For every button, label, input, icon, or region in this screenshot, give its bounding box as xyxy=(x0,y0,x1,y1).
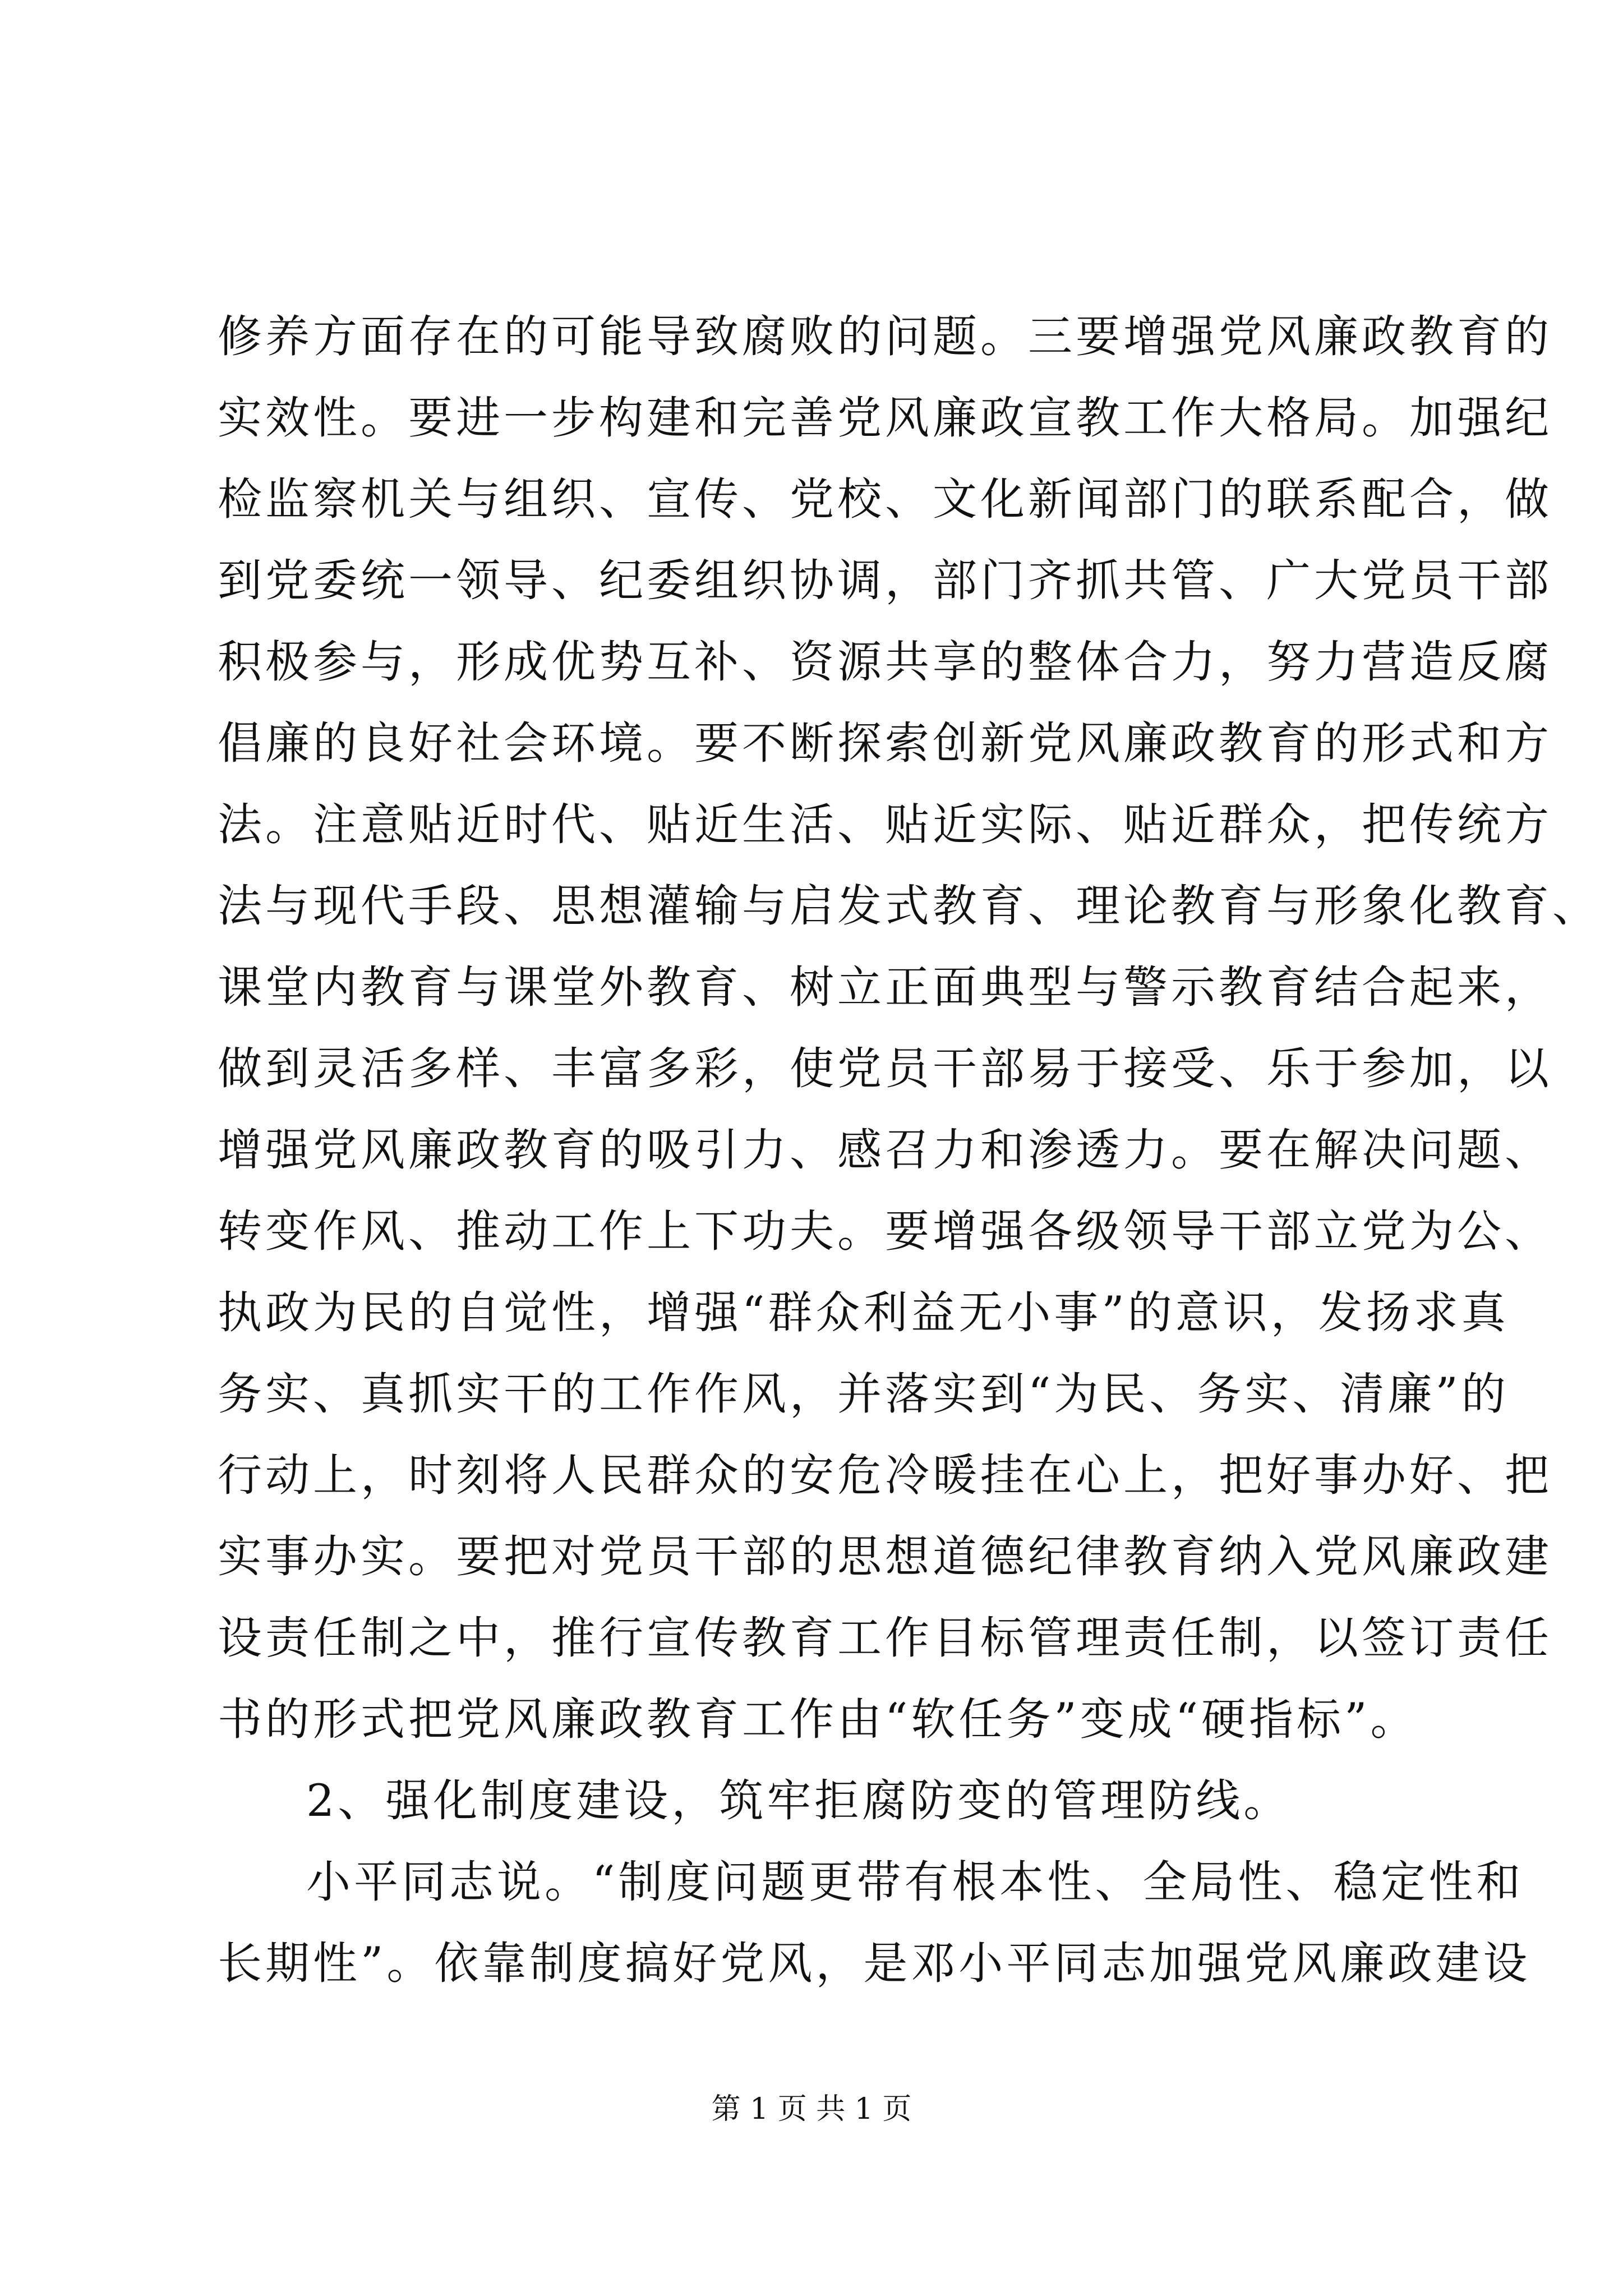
text-line: 转变作风、推动工作上下功夫。要增强各级领导干部立党为公、 xyxy=(218,1205,1552,1257)
page-footer: 第 1 页 共 1 页 xyxy=(711,2092,912,2126)
text-line: 到党委统一领导、纪委组织协调，部门齐抓共管、广大党员干部 xyxy=(218,555,1552,606)
text-line: 行动上，时刻将人民群众的安危冷暖挂在心上，把好事办好、把 xyxy=(218,1450,1552,1501)
text-line: 修养方面存在的可能导致腐败的问题。三要增强党风廉政教育的 xyxy=(218,311,1552,362)
text-line: 执政为民的自觉性，增强“群众利益无小事”的意识，发扬求真 xyxy=(218,1287,1509,1338)
body-text xyxy=(218,296,1600,2004)
text-line: 法与现代手段、思想灌输与启发式教育、理论教育与形象化教育、 xyxy=(218,880,1600,932)
text-line: 倡廉的良好社会环境。要不断探索创新党风廉政教育的形式和方 xyxy=(218,717,1552,769)
text-line: 检监察机关与组织、宣传、党校、文化新闻部门的联系配合，做 xyxy=(218,473,1552,525)
text-line: 务实、真抓实干的工作作风，并落实到“为民、务实、清廉”的 xyxy=(218,1368,1509,1420)
text-line: 实效性。要进一步构建和完善党风廉政宣教工作大格局。加强纪 xyxy=(218,392,1552,444)
text-line: 做到灵活多样、丰富多彩，使党员干部易于接受、乐于参加，以 xyxy=(218,1043,1552,1094)
text-line: 小平同志说。“制度问题更带有根本性、全局性、稳定性和 xyxy=(306,1856,1524,1908)
text-line: 长期性”。依靠制度搞好党风，是邓小平同志加强党风廉政建设 xyxy=(218,1938,1531,1989)
text-line: 增强党风廉政教育的吸引力、感召力和渗透力。要在解决问题、 xyxy=(218,1124,1552,1176)
section-heading: 2、强化制度建设，筑牢拒腐防变的管理防线。 xyxy=(306,1775,1292,1826)
text-line: 书的形式把党风廉政教育工作由“软任务”变成“硬指标”。 xyxy=(218,1694,1418,1745)
text-line: 课堂内教育与课堂外教育、树立正面典型与警示教育结合起来， xyxy=(218,961,1552,1013)
text-line: 积极参与，形成优势互补、资源共享的整体合力，努力营造反腐 xyxy=(218,636,1552,688)
text-line: 实事办实。要把对党员干部的思想道德纪律教育纳入党风廉政建 xyxy=(218,1531,1552,1582)
text-line: 法。注意贴近时代、贴近生活、贴近实际、贴近群众，把传统方 xyxy=(218,799,1552,850)
text-line: 设责任制之中，推行宣传教育工作目标管理责任制，以签订责任 xyxy=(218,1612,1552,1664)
